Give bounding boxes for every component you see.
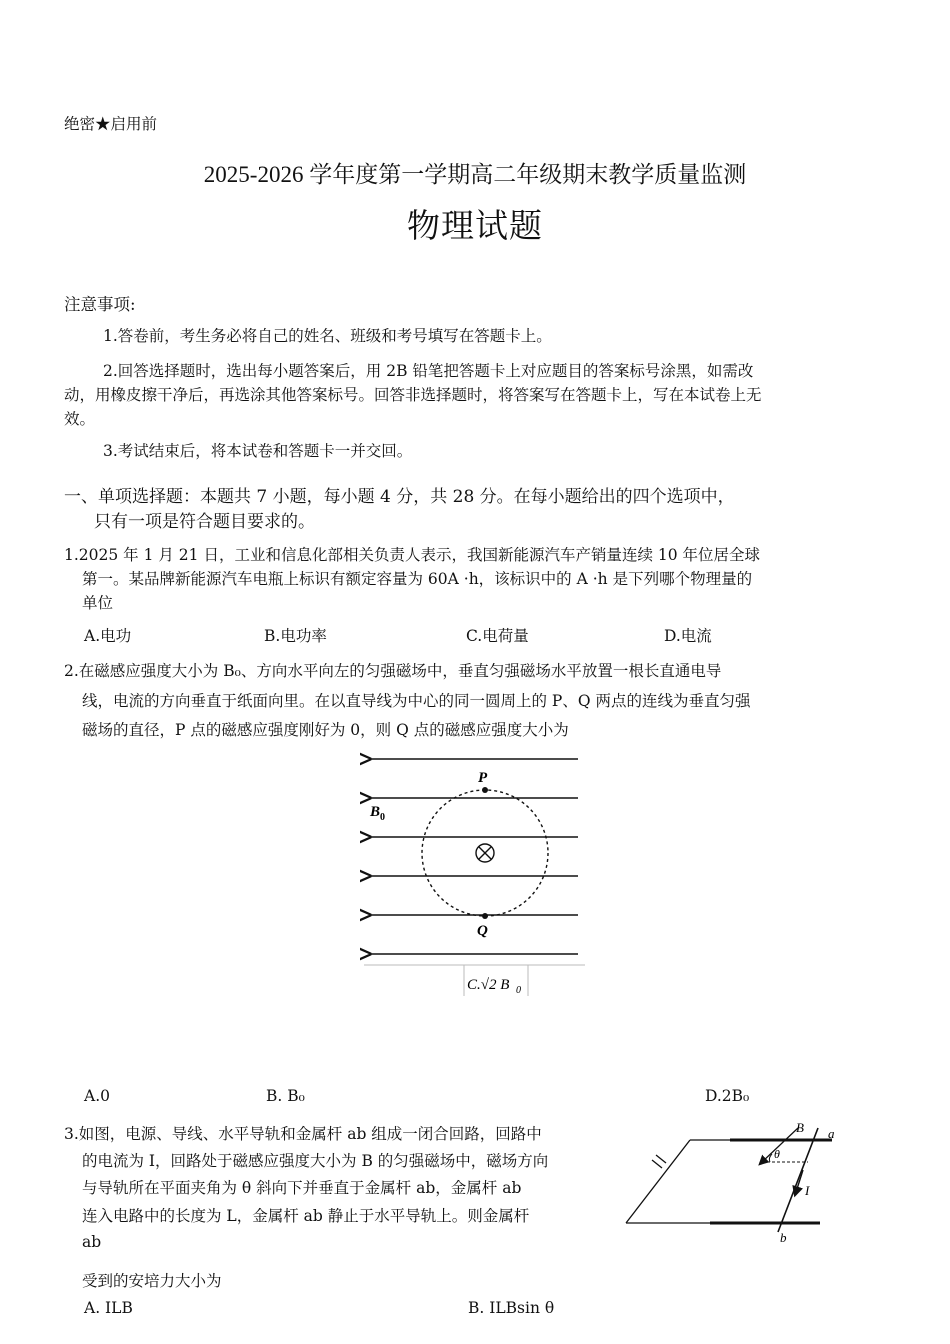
confidential-mark: 绝密★启用前 [64,115,158,133]
q2-magnetic-field-figure [360,748,600,1000]
point-p [482,787,488,793]
q1-option-c: C.电荷量 [466,627,529,645]
exam-title-line: 2025-2026 学年度第一学期高二年级期末教学质量监测 [203,162,747,187]
q2-text-line-2: 线，电流的方向垂直于纸面向里。在以直导线为中心的同一圆周上的 P、Q 两点的连线为垂直匀强 [82,692,751,710]
q3-option-a: A. ILB [84,1299,133,1317]
label-a: a [828,1126,835,1141]
field-lines [370,759,578,954]
q1-option-b: B.电功率 [264,627,327,645]
q3-text-line-4: 连入电路中的长度为 L，金属杆 ab 静止于水平导轨上。则金属杆 [82,1207,530,1225]
q1-option-a: A.电功 [84,627,132,645]
notice-item-2-line-1: 2.回答选择题时，选出每小题答案后，用 2B 铅笔把答题卡上对应题目的答案标号涂黑，如需改 [103,362,754,380]
q3-text-line-6: 受到的安培力大小为 [82,1272,222,1290]
q1-text-line-2: 第一。某品牌新能源汽车电瓶上标识有额定容量为 60A ·h，该标识中的 A ·h 是下列哪个物理量的 [82,570,753,588]
label-b-end: b [780,1230,787,1245]
notice-heading: 注意事项: [64,295,136,314]
label-b0: B [370,804,381,820]
label-i: I [805,1183,810,1198]
page-title: 物理试题 [407,206,543,245]
section-heading-line-2: 只有一项是符合题目要求的。 [94,512,315,532]
current-into-page-icon [476,844,494,862]
label-q: Q [477,923,488,939]
q2-text-line-1: 2.在磁感应强度大小为 B₀、方向水平向左的匀强磁场中，垂直匀强磁场水平放置一根长直通电导 [64,662,722,680]
point-q [482,913,488,919]
q2-option-b: B. B₀ [266,1087,305,1105]
notice-item-3: 3.考试结束后，将本试卷和答题卡一并交回。 [103,442,413,460]
q3-rail-circuit-figure [622,1118,844,1246]
q2-option-a: A.0 [84,1087,110,1105]
q3-option-b: B. ILBsin θ [468,1299,555,1317]
q1-text-line-1: 1.2025 年 1 月 21 日，工业和信息化部相关负责人表示，我国新能源汽车产销量连续 10 年位居全球 [64,546,761,564]
wire-left [626,1140,690,1223]
label-b0-subscript: 0 [380,812,385,823]
q1-option-d: D.电流 [664,627,712,645]
q3-text-line-5: ab [82,1233,102,1251]
notice-item-2-line-3: 效。 [64,410,96,428]
field-arrow-b [762,1128,798,1162]
q2-option-c: C.√2 B [467,977,510,993]
q2-option-d: D.2B₀ [705,1087,750,1105]
section-heading-line-1: 一、单项选择题：本题共 7 小题，每小题 4 分，共 28 分。在每小题给出的四个选项中， [64,487,735,507]
label-p: P [478,770,488,786]
q2-option-c-subscript: 0 [516,985,521,996]
q2-text-line-3: 磁场的直径，P 点的磁感应强度刚好为 0，则 Q 点的磁感应强度大小为 [82,721,569,739]
q1-text-line-3: 单位 [82,594,114,612]
battery-icon [652,1155,666,1168]
q3-text-line-2: 的电流为 I，回路处于磁感应强度大小为 B 的匀强磁场中，磁场方向 [82,1152,549,1170]
notice-item-2-line-2: 动，用橡皮擦干净后，再选涂其他答案标号。回答非选择题时，将答案写在答题卡上，写在本试卷上无 [64,386,762,404]
metal-rod-ab [778,1128,818,1232]
label-b: B [796,1120,804,1135]
q3-text-line-1: 3.如图，电源、导线、水平导轨和金属杆 ab 组成一闭合回路，回路中 [64,1125,542,1143]
label-theta: θ [774,1147,780,1161]
notice-item-1: 1.答卷前，考生务必将自己的姓名、班级和考号填写在答题卡上。 [103,327,552,345]
q3-text-line-3: 与导轨所在平面夹角为 θ 斜向下并垂直于金属杆 ab，金属杆 ab [82,1179,522,1197]
